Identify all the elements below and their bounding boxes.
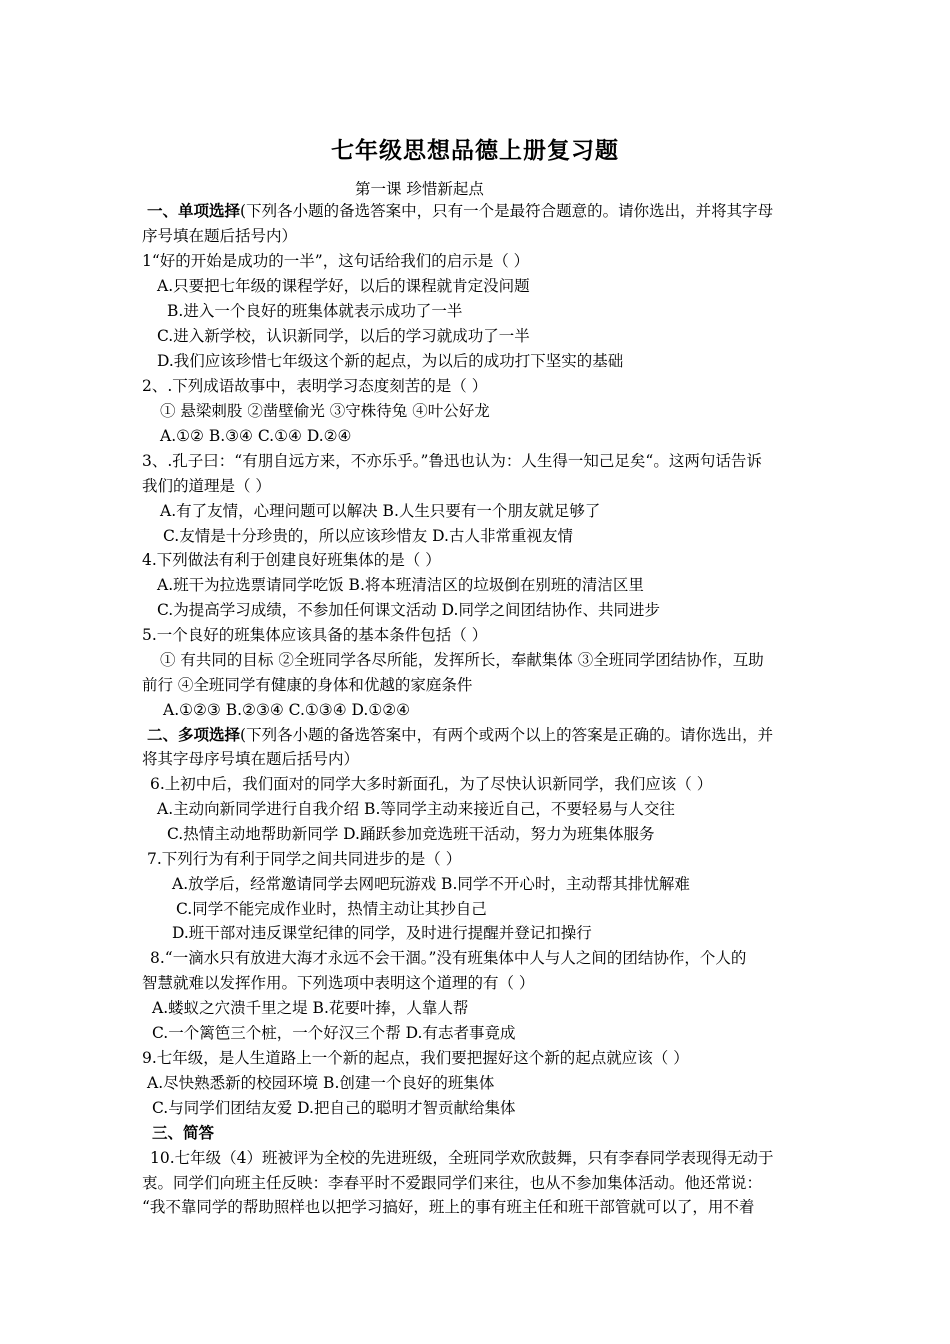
q3-stem: 3、.孔子曰：“有朋自远方来，不亦乐乎。”鲁迅也认为：人生得一知己足矣“。这两句话告诉 bbox=[142, 452, 762, 470]
q5-options: A.①②③ B.②③④ C.①③④ D.①②④ bbox=[163, 701, 411, 719]
q8-stem: 8.“一滴水只有放进大海才永远不会干涸。”没有班集体中人与人之间的团结协作，个人的 bbox=[150, 949, 747, 967]
section-2-heading: 二、多项选择 bbox=[147, 726, 241, 744]
q7-stem: 7.下列行为有利于同学之间共同进步的是（ ） bbox=[147, 850, 462, 868]
q1-option-b: B.进入一个良好的班集体就表示成功了一半 bbox=[167, 302, 463, 320]
q4-options-ab: A.班干为拉选票请同学吃饭 B.将本班清洁区的垃圾倒在别班的清洁区里 bbox=[157, 576, 644, 594]
q7-option-c: C.同学不能完成作业时，热情主动让其抄自己 bbox=[176, 900, 487, 918]
q5-items: ① 有共同的目标 ②全班同学各尽所能，发挥所长，奉献集体 ③全班同学团结协作，互助 bbox=[160, 651, 764, 669]
q6-options-ab: A.主动向新同学进行自我介绍 B.等同学主动来接近自己，不要轻易与人交往 bbox=[157, 800, 675, 818]
lesson-subtitle: 第一课 珍惜新起点 bbox=[355, 180, 484, 198]
section-1-desc-cont: 序号填在题后括号内） bbox=[142, 227, 298, 245]
q1-option-a: A.只要把七年级的课程学好，以后的课程就肯定没问题 bbox=[157, 277, 530, 295]
q5-stem: 5.一个良好的班集体应该具备的基本条件包括（ ） bbox=[142, 626, 488, 644]
q9-options-ab: A.尽快熟悉新的校园环境 B.创建一个良好的班集体 bbox=[147, 1074, 495, 1092]
section-3-heading: 三、简答 bbox=[152, 1124, 215, 1142]
section-1-heading-line bbox=[147, 200, 773, 222]
q8-stem-cont: 智慧就难以发挥作用。下列选项中表明这个道理的有（ ） bbox=[142, 974, 535, 992]
q4-options-cd: C.为提高学习成绩，不参加任何课文活动 D.同学之间团结协作、共同进步 bbox=[157, 601, 660, 619]
q4-stem: 4.下列做法有利于创建良好班集体的是（ ） bbox=[142, 551, 441, 569]
section-2-desc-cont: 将其字母序号填在题后括号内） bbox=[142, 750, 360, 768]
q2-stem: 2、.下列成语故事中，表明学习态度刻苦的是（ ） bbox=[142, 377, 488, 395]
q6-options-cd: C.热情主动地帮助新同学 D.踊跃参加竞选班干活动，努力为班集体服务 bbox=[167, 825, 655, 843]
q1-option-c: C.进入新学校，认识新同学，以后的学习就成功了一半 bbox=[157, 327, 530, 345]
section-2-desc: (下列各小题的备选答案中，有两个或两个以上的答案是正确的。请你选出，并 bbox=[240, 726, 774, 744]
q10-line-1: 10.七年级（4）班被评为全校的先进班级，全班同学欢欣鼓舞，只有李春同学表现得无动于 bbox=[150, 1149, 774, 1167]
section-1-heading: 一、单项选择 bbox=[147, 202, 241, 220]
document-title: 七年级思想品德上册复习题 bbox=[331, 138, 619, 164]
q1-stem: 1“好的开始是成功的一半”，这句话给我们的启示是（ ） bbox=[142, 252, 530, 270]
q8-options-ab: A.蝼蚁之穴溃千里之堤 B.花要叶捧，人靠人帮 bbox=[152, 999, 469, 1017]
q5-items-cont: 前行 ④全班同学有健康的身体和优越的家庭条件 bbox=[142, 676, 473, 694]
q1-option-d: D.我们应该珍惜七年级这个新的起点，为以后的成功打下坚实的基础 bbox=[157, 352, 624, 370]
q2-items: ① 悬梁刺股 ②凿壁偷光 ③守株待兔 ④叶公好龙 bbox=[160, 402, 490, 420]
q3-stem-cont: 我们的道理是（ ） bbox=[142, 477, 271, 495]
q10-line-2: 衷。同学们向班主任反映：李春平时不爱跟同学们来往，也从不参加集体活动。他还常说： bbox=[142, 1174, 763, 1192]
q8-options-cd: C.一个篱笆三个桩，一个好汉三个帮 D.有志者事竟成 bbox=[152, 1024, 516, 1042]
q10-line-3: “我不靠同学的帮助照样也以把学习搞好，班上的事有班主任和班干部管就可以了，用不着 bbox=[142, 1198, 755, 1216]
q6-stem: 6.上初中后，我们面对的同学大多时新面孔，为了尽快认识新同学，我们应该（ ） bbox=[150, 775, 713, 793]
q9-stem: 9.七年级，是人生道路上一个新的起点，我们要把握好这个新的起点就应该（ ） bbox=[142, 1049, 689, 1067]
q7-option-d: D.班干部对违反课堂纪律的同学，及时进行提醒并登记扣操行 bbox=[172, 924, 592, 942]
q9-options-cd: C.与同学们团结友爱 D.把自己的聪明才智贡献给集体 bbox=[152, 1099, 516, 1117]
section-2-heading-line bbox=[147, 724, 773, 746]
q7-options-ab: A.放学后，经常邀请同学去网吧玩游戏 B.同学不开心时，主动帮其排忧解难 bbox=[172, 875, 690, 893]
section-1-desc: (下列各小题的备选答案中，只有一个是最符合题意的。请你选出，并将其字母 bbox=[240, 202, 774, 220]
q3-options-cd: C.友情是十分珍贵的，所以应该珍惜友 D.古人非常重视友情 bbox=[163, 527, 573, 545]
q3-options-ab: A.有了友情，心理问题可以解决 B.人生只要有一个朋友就足够了 bbox=[160, 502, 601, 520]
q2-options: A.①② B.③④ C.①④ D.②④ bbox=[160, 427, 352, 445]
